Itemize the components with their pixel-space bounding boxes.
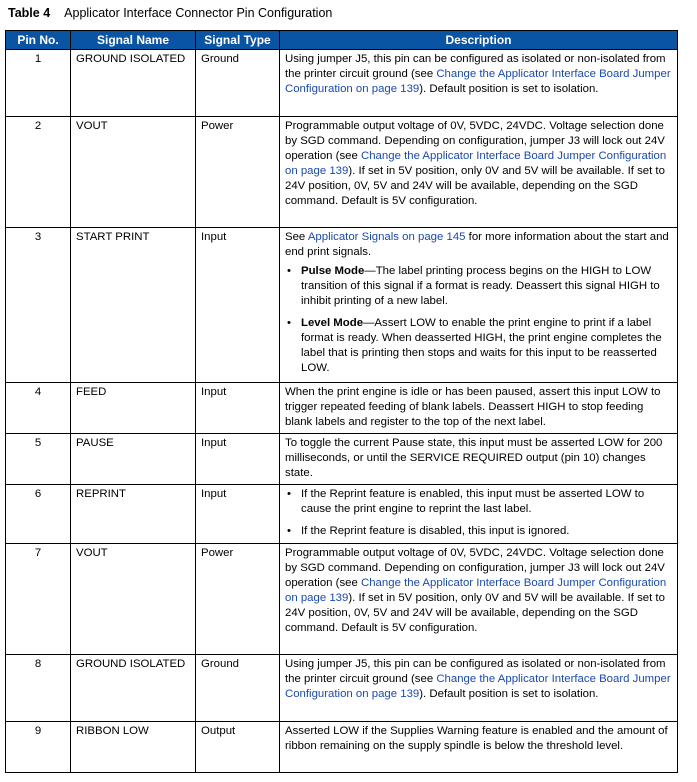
- pin-configuration-table: [5, 30, 678, 773]
- description-text: ). Default position is set to isolation.: [419, 83, 599, 95]
- description-text: Using jumper J5, this pin can be configured as isolated or non-isolated from the printer circuit ground (see: [285, 53, 666, 80]
- cross-reference-link[interactable]: Change the Applicator Interface Board Jumper Configuration on page 139: [285, 673, 671, 700]
- list-item-text: —The label printing process begins on the HIGH to LOW transition of this signal if a format is ready. Deassert this signal HIGH to inhibit printing of a new label.: [301, 265, 660, 307]
- table-row: [6, 655, 678, 722]
- description: [280, 50, 678, 117]
- table-row: [6, 485, 678, 544]
- description: [280, 655, 678, 722]
- description-text: Using jumper J5, this pin can be configured as isolated or non-isolated from the printer circuit ground (see: [285, 658, 666, 685]
- signal-name: VOUT: [71, 117, 196, 228]
- description-text: for more information about the start and end print signals.: [285, 231, 669, 258]
- description-text: ). Default position is set to isolation.: [419, 688, 599, 700]
- table-row: [6, 722, 678, 773]
- description-text: Programmable output voltage of 0V, 5VDC, 24VDC. Voltage selection done by SGD command. Depending on configuration, jumper J3 will lock out 24V operation (see: [285, 120, 665, 162]
- header-signal-name: Signal Name: [71, 31, 196, 50]
- header-row: [6, 31, 678, 50]
- mode-list: [285, 264, 672, 376]
- pin-number: 4: [6, 383, 71, 434]
- signal-name: GROUND ISOLATED: [71, 655, 196, 722]
- signal-name: REPRINT: [71, 485, 196, 544]
- signal-name: VOUT: [71, 544, 196, 655]
- reprint-list: [285, 487, 672, 539]
- signal-type: Ground: [196, 655, 280, 722]
- pin-number: 8: [6, 655, 71, 722]
- table-number: Table 4: [8, 6, 51, 20]
- list-item: [301, 264, 672, 309]
- description-text: ). If set in 5V position, only 0V and 5V will be available. If set to 24V position, 0V, 5V and 24V will be available, depending on the SGD command. Default is 5V configuration.: [285, 165, 665, 207]
- cross-reference-link[interactable]: Change the Applicator Interface Board Jumper Configuration on page 139: [285, 577, 667, 604]
- table-row: [6, 434, 678, 485]
- list-item: • If the Reprint feature is enabled, this input must be asserted LOW to cause the print engine to reprint the last label.: [301, 487, 672, 517]
- description: When the print engine is idle or has been paused, assert this input LOW to trigger repeated feeding of blank labels. Deassert HIGH to stop feeding blank labels and register to the top of the next label.: [280, 383, 678, 434]
- description: [280, 117, 678, 228]
- pin-number: 1: [6, 50, 71, 117]
- header-pin-no: Pin No.: [6, 31, 71, 50]
- table-row: [6, 117, 678, 228]
- table-caption: [8, 6, 332, 20]
- signal-name: FEED: [71, 383, 196, 434]
- cross-reference-link[interactable]: Change the Applicator Interface Board Jumper Configuration on page 139: [285, 150, 667, 177]
- signal-type: Input: [196, 434, 280, 485]
- table-row: [6, 228, 678, 383]
- signal-name: RIBBON LOW: [71, 722, 196, 773]
- description-text: See: [285, 231, 308, 243]
- pin-number: 2: [6, 117, 71, 228]
- signal-name: PAUSE: [71, 434, 196, 485]
- signal-type: Ground: [196, 50, 280, 117]
- description: [280, 228, 678, 383]
- signal-type: Input: [196, 485, 280, 544]
- cross-reference-link[interactable]: Change the Applicator Interface Board Jumper Configuration on page 139: [285, 68, 671, 95]
- description: [280, 485, 678, 544]
- description: To toggle the current Pause state, this input must be asserted LOW for 200 milliseconds, or until the SERVICE REQUIRED output (pin 10) changes state.: [280, 434, 678, 485]
- header-description: Description: [280, 31, 678, 50]
- pin-number: 7: [6, 544, 71, 655]
- description: [280, 544, 678, 655]
- table-row: [6, 544, 678, 655]
- level-mode-term: Level Mode: [301, 317, 364, 329]
- cross-reference-link[interactable]: Applicator Signals on page 145: [307, 231, 466, 243]
- signal-name: START PRINT: [71, 228, 196, 383]
- table-row: [6, 383, 678, 434]
- pulse-mode-term: Pulse Mode: [301, 265, 365, 277]
- signal-type: Input: [196, 383, 280, 434]
- description-text: ). If set in 5V position, only 0V and 5V will be available. If set to 24V position, 0V, 5V and 24V will be available, depending on the SGD command. Default is 5V configuration.: [285, 592, 665, 634]
- signal-type: Power: [196, 117, 280, 228]
- description-text: Programmable output voltage of 0V, 5VDC, 24VDC. Voltage selection done by SGD command. Depending on configuration, jumper J3 will lock out 24V operation (see: [285, 547, 665, 589]
- pin-number: 3: [6, 228, 71, 383]
- signal-type: Power: [196, 544, 280, 655]
- description: Asserted LOW if the Supplies Warning feature is enabled and the amount of ribbon remaining on the supply spindle is below the threshold level.: [280, 722, 678, 773]
- signal-type: Output: [196, 722, 280, 773]
- list-item-text: —Assert LOW to enable the print engine to print if a label format is ready. When deasserted HIGH, the print engine completes the label that is printing then stops and waits for this input to be reasserted LOW.: [301, 317, 662, 374]
- pin-number: 9: [6, 722, 71, 773]
- header-signal-type: Signal Type: [196, 31, 280, 50]
- list-item: • If the Reprint feature is disabled, this input is ignored.: [301, 524, 672, 539]
- list-item: [301, 316, 672, 376]
- pin-number: 5: [6, 434, 71, 485]
- table-row: [6, 50, 678, 117]
- table-title: Applicator Interface Connector Pin Configuration: [64, 6, 333, 20]
- pin-number: 6: [6, 485, 71, 544]
- signal-name: GROUND ISOLATED: [71, 50, 196, 117]
- signal-type: Input: [196, 228, 280, 383]
